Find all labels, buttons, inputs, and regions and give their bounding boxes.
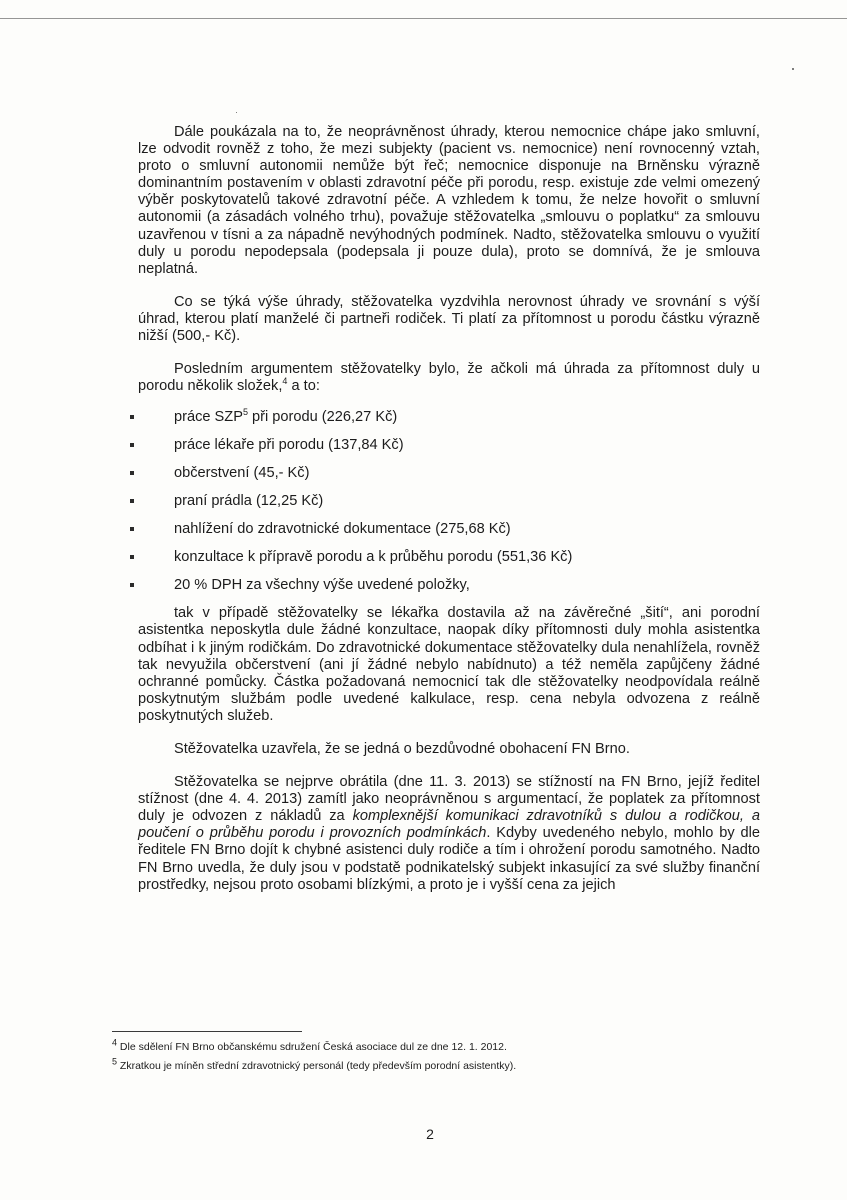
paragraph-hospital-position: Dále poukázala na to, že neoprávněnost úhrady, kterou nemocnice chápe jako smluvní, lze odvodit rovněž z toho, že mezi subjekty (pacient vs. nemocnice) není rovnocenný vztah, proto o smluvní autonomii nemůže být řeč; nemocnice disponuje na Brněnsku výrazně dominantním postavením v oblasti zdravotní péče při porodu, resp. existuje zde velmi omezený výběr poskytovatelů takové zdravotní péče. A vzhledem k tomu, že nelze hovořit o smluvní autonomii (a zásadách volného trhu), považuje stěžovatelka „smlouvu o poplatku“ za smlouvu uzavřenou v tísni a za nápadně nevýhodných podmínek. Nadto, stěžovatelka smlouvu o využití duly u porodu nepodepsala (podepsala ji pouze dula), proto se domnívá, že je smlouva neplatná. (138, 124, 760, 277)
footnote-number: 5 (112, 1056, 118, 1067)
list-item-text: nahlížení do zdravotnické dokumentace (275,68 Kč) (174, 521, 511, 538)
list-item (138, 409, 760, 437)
list-item-text: praní prádla (12,25 Kč) (174, 493, 324, 510)
list-item-text: práce lékaře při porodu (137,84 Kč) (174, 437, 404, 454)
paragraph-complaint (138, 774, 760, 894)
bullet-icon (130, 415, 134, 419)
list-item (138, 493, 760, 521)
list-item-text: při porodu (226,27 Kč) (247, 409, 398, 426)
paragraph-complaint-emphasis: komplexnější komunikaci zdravotníků s dulou a rodičkou, a poučení o průběhu porodu i provozních podmínkách (138, 808, 760, 842)
footnote-number: 4 (112, 1037, 118, 1048)
paragraph-last-argument (138, 361, 760, 395)
paragraph-last-argument-tail: a to: (287, 378, 320, 395)
scan-speck (236, 112, 237, 113)
footnotes (112, 1038, 752, 1076)
fee-components-list (138, 409, 760, 605)
footnote-4 (112, 1038, 752, 1057)
list-item (138, 437, 760, 465)
footnote-5 (112, 1057, 752, 1076)
bullet-icon (130, 443, 134, 447)
scan-speck (792, 68, 794, 70)
list-item (138, 521, 760, 549)
page-number: 2 (426, 1126, 434, 1142)
paragraph-complaint-text: Stěžovatelka se nejprve obrátila (dne 11. 3. 2013) se stížností na FN Brno, jejíž ředitel stížnost (dne 4. 4. 2013) zamítl jako neoprávněnou s argumentací, že poplatek za přítomnost duly je odvozen z nákladů za (138, 774, 760, 825)
paragraph-complaint-tail: . Kdyby uvedeného nebylo, mohlo by dle ředitele FN Brno dojít k chybné asistenci duly rodiče a tím i ohrožení porodu samotného. Nadto FN Brno uvedla, že duly jsou v podstatě podnikatelský subjekt inkasující za své služby finanční prostředky, nejsou proto osobami blízkými, a proto je i vyšší cena za jejich (138, 825, 760, 893)
bullet-icon (130, 555, 134, 559)
bullet-icon (130, 583, 134, 587)
paragraph-actual-services: tak v případě stěžovatelky se lékařka dostavila až na závěrečné „šití“, ani porodní asistentka neposkytla dule žádné konzultace, naopak díky přítomnosti duly mohla asistentka odbíhat i k jiným rodičkám. Do zdravotnické dokumentace stěžovatelky dula nenahlížela, rovněž tak nevyužila občerstvení (ani jí žádné nebylo nabídnuto) a též neměla zapůjčeny žádné ochranné pomůcky. Částka požadovaná nemocnicí tak dle stěžovatelky neodpovídala reálně poskytnutým službám podle uvedené kalkulace, resp. cena nebyla odvozena z reálně poskytnutých služeb. (138, 605, 760, 724)
bullet-icon (130, 471, 134, 475)
bullet-icon (130, 527, 134, 531)
document-body (138, 124, 760, 894)
footnote-ref-4: 4 (282, 376, 288, 387)
paragraph-last-argument-text: Posledním argumentem stěžovatelky bylo, že ačkoli má úhrada za přítomnost duly u porodu několik složek, (138, 361, 760, 395)
list-item-text: konzultace k přípravě porodu a k průběhu porodu (551,36 Kč) (174, 549, 573, 566)
list-item-text: občerstvení (45,- Kč) (174, 465, 310, 482)
footnote-separator (112, 1031, 302, 1032)
list-item-text: 20 % DPH za všechny výše uvedené položky, (174, 577, 470, 594)
footnote-text: Zkratkou je míněn střední zdravotnický personál (tedy především porodní asistentky). (117, 1060, 517, 1072)
list-item-text: práce SZP (174, 409, 243, 426)
footnote-ref-5: 5 (242, 407, 248, 418)
list-item (138, 577, 760, 605)
footnote-text: Dle sdělení FN Brno občanskému sdružení Česká asociace dul ze dne 12. 1. 2012. (117, 1041, 507, 1053)
bullet-icon (130, 499, 134, 503)
list-item (138, 465, 760, 493)
paragraph-unjust-enrichment: Stěžovatelka uzavřela, že se jedná o bezdůvodné obohacení FN Brno. (174, 740, 630, 757)
list-item (138, 549, 760, 577)
scan-top-edge (0, 18, 847, 19)
paragraph-payment-amount: Co se týká výše úhrady, stěžovatelka vyzdvihla nerovnost úhrady ve srovnání s výší úhrad, kterou platí manželé či partneři rodiček. Ti platí za přítomnost u porodu částku výrazně nižší (500,- Kč). (138, 293, 760, 345)
